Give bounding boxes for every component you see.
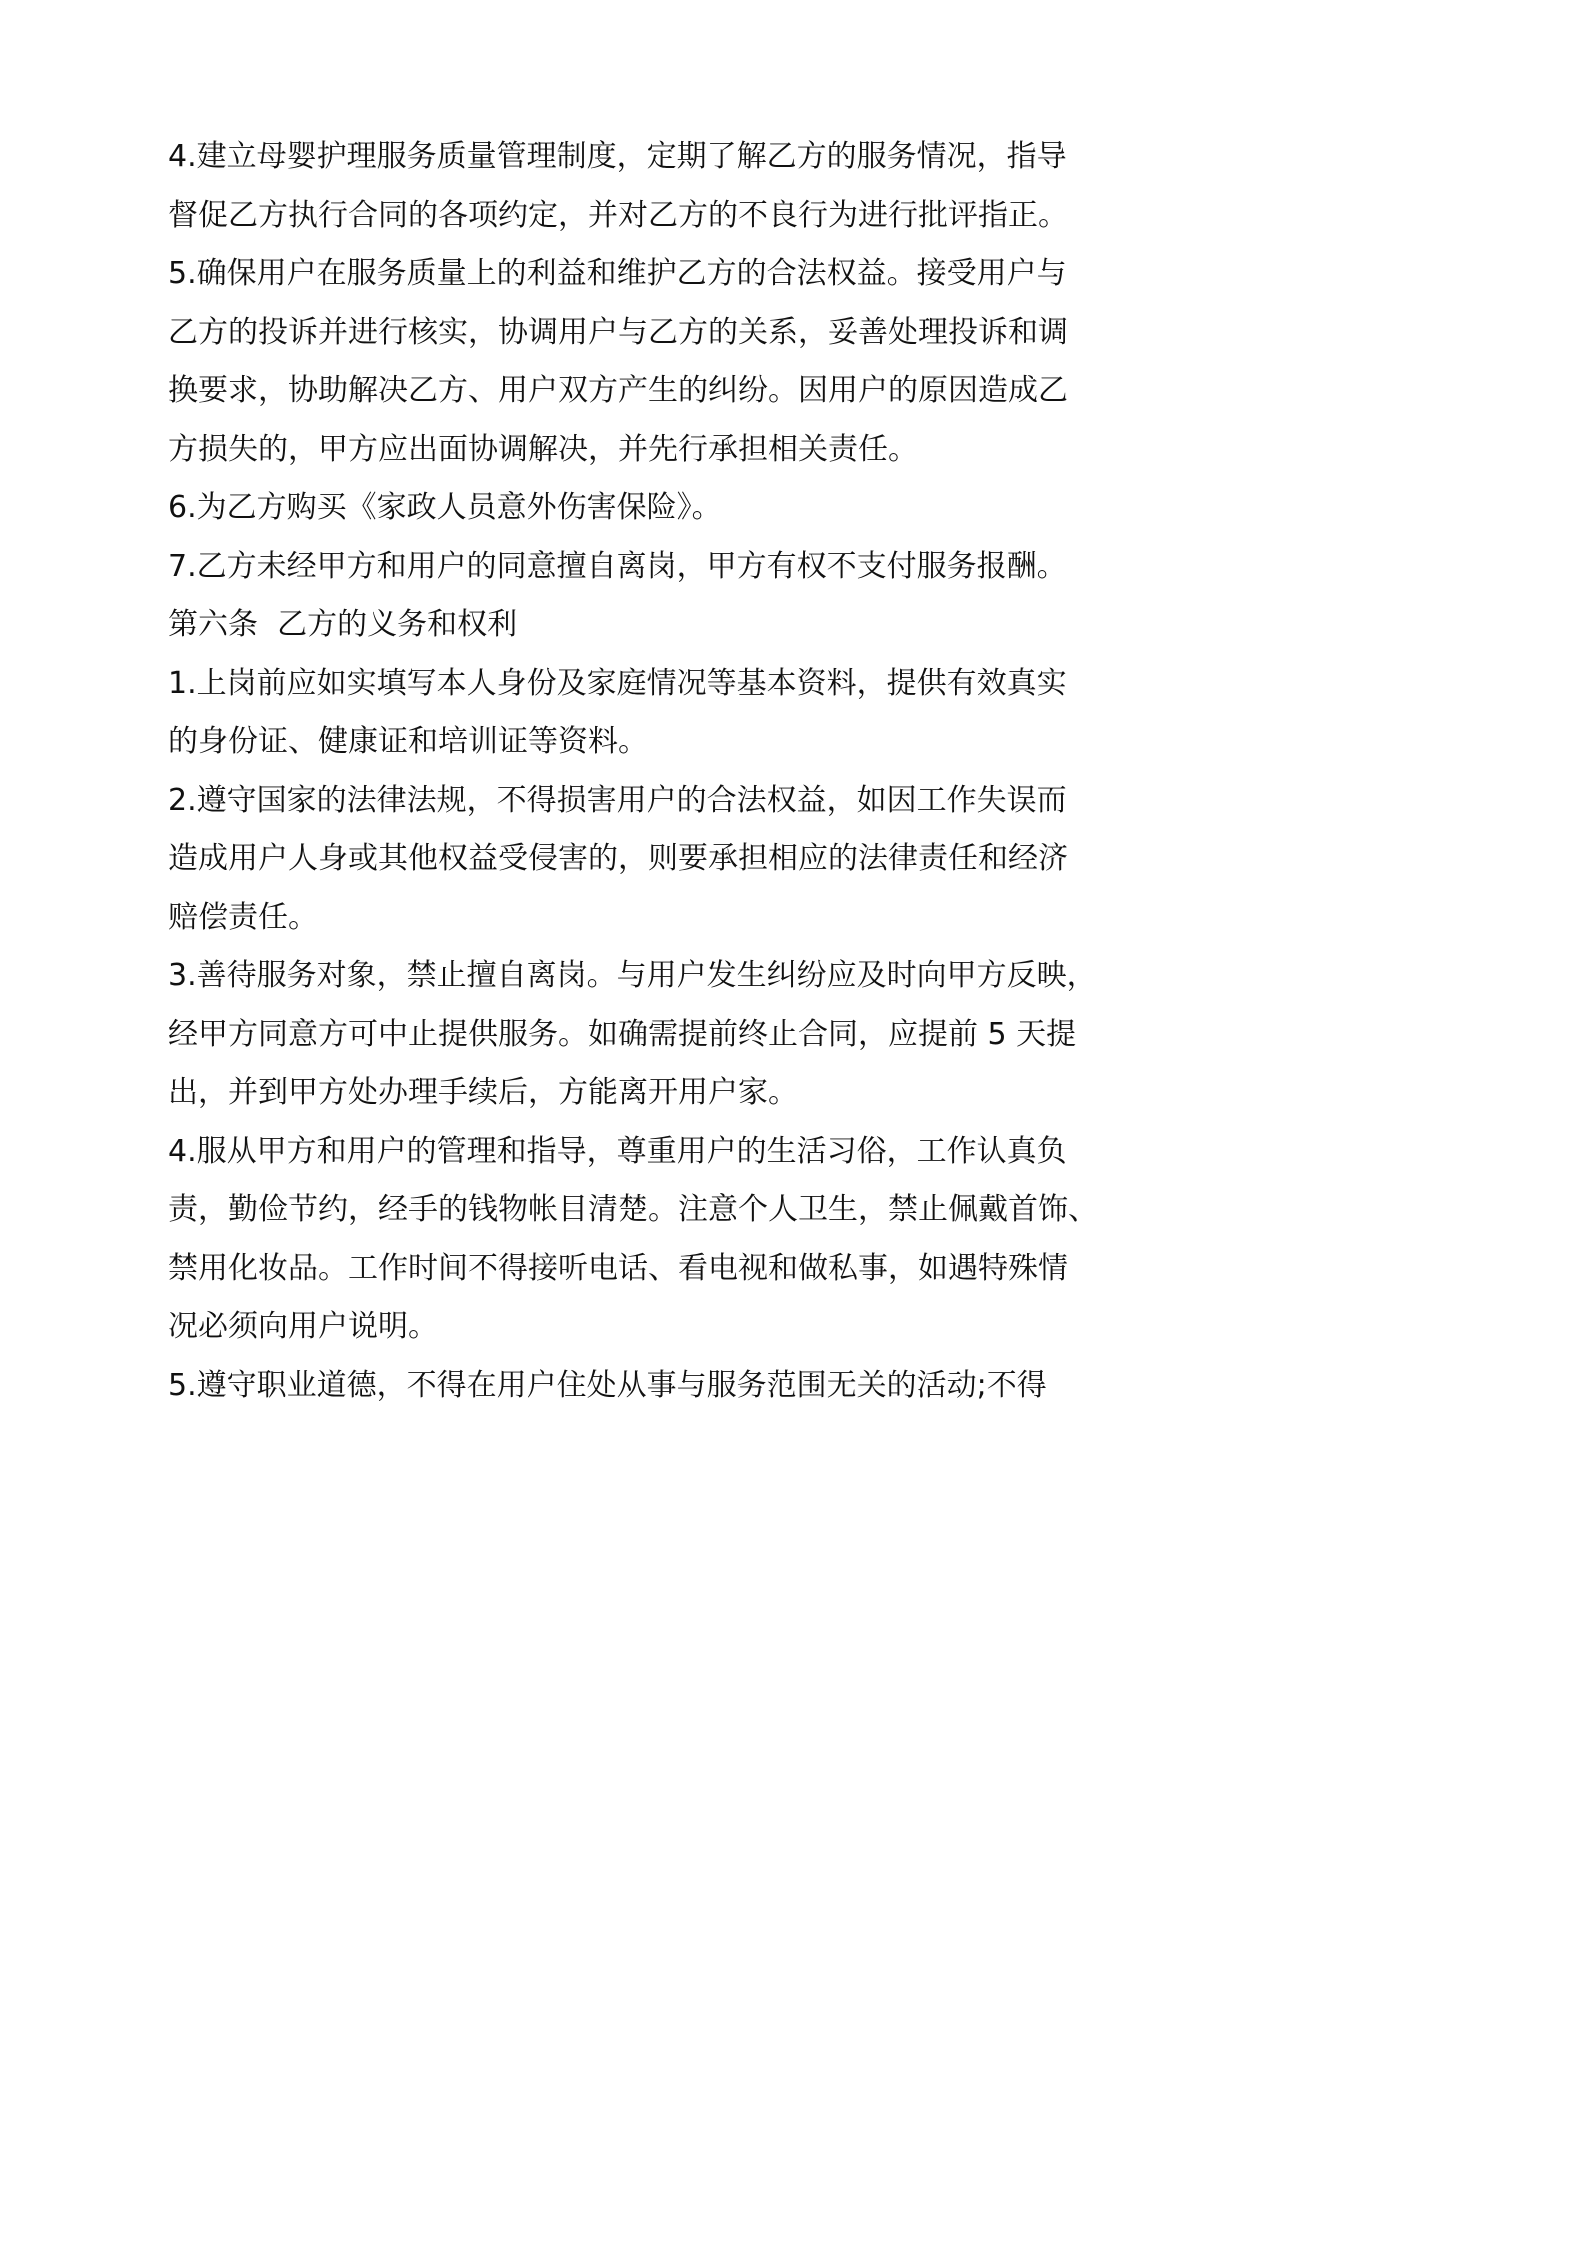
text-line: 乙方的投诉并进行核实，协调用户与乙方的关系，妥善处理投诉和调 xyxy=(168,314,1068,350)
text-line: 方损失的，甲方应出面协调解决，并先行承担相关责任。 xyxy=(168,431,918,467)
text-line: 的身份证、健康证和培训证等资料。 xyxy=(168,724,648,759)
text-line: 况必须向用户说明。 xyxy=(168,1309,438,1344)
document-page xyxy=(0,0,1100,1556)
text-line: 换要求，协助解决乙方、用户双方产生的纠纷。因用户的原因造成乙 xyxy=(168,373,1068,408)
text-line: 2.遵守国家的法律法规，不得损害用户的合法权益，如因工作失误而 xyxy=(168,782,1067,818)
text-line: 5.遵守职业道德，不得在用户住处从事与服务范围无关的活动;不得 xyxy=(168,1367,1047,1403)
text-line: 4.建立母婴护理服务质量管理制度，定期了解乙方的服务情况，指导 xyxy=(168,139,1067,174)
text-line: 出，并到甲方处办理手续后，方能离开用户家。 xyxy=(168,1075,798,1110)
document-body xyxy=(168,128,1098,1415)
text-line: 责，勤俭节约，经手的钱物帐目清楚。注意个人卫生，禁止佩戴首饰、 xyxy=(168,1192,1098,1227)
text-line: 1.上岗前应如实填写本人身份及家庭情况等基本资料，提供有效真实 xyxy=(168,665,1067,701)
text-line: 禁用化妆品。工作时间不得接听电话、看电视和做私事，如遇特殊情 xyxy=(168,1250,1068,1286)
text-line: 造成用户人身或其他权益受侵害的，则要承担相应的法律责任和经济 xyxy=(168,841,1068,876)
text-line: 6.为乙方购买《家政人员意外伤害保险》。 xyxy=(168,490,722,525)
text-line: 7.乙方未经甲方和用户的同意擅自离岗，甲方有权不支付服务报酬。 xyxy=(168,548,1067,584)
text-line: 3.善待服务对象，禁止擅自离岗。与用户发生纠纷应及时向甲方反映， xyxy=(168,958,1097,993)
text-line: 经甲方同意方可中止提供服务。如确需提前终止合同，应提前 5 天提 xyxy=(168,1016,1077,1052)
text-line: 督促乙方执行合同的各项约定，并对乙方的不良行为进行批评指正。 xyxy=(168,197,1068,233)
text-line: 赔偿责任。 xyxy=(168,899,318,935)
section-heading: 第六条 乙方的义务和权利 xyxy=(168,607,518,642)
text-line: 4.服从甲方和用户的管理和指导，尊重用户的生活习俗，工作认真负 xyxy=(168,1133,1067,1169)
text-line: 5.确保用户在服务质量上的利益和维护乙方的合法权益。接受用户与 xyxy=(168,256,1067,291)
